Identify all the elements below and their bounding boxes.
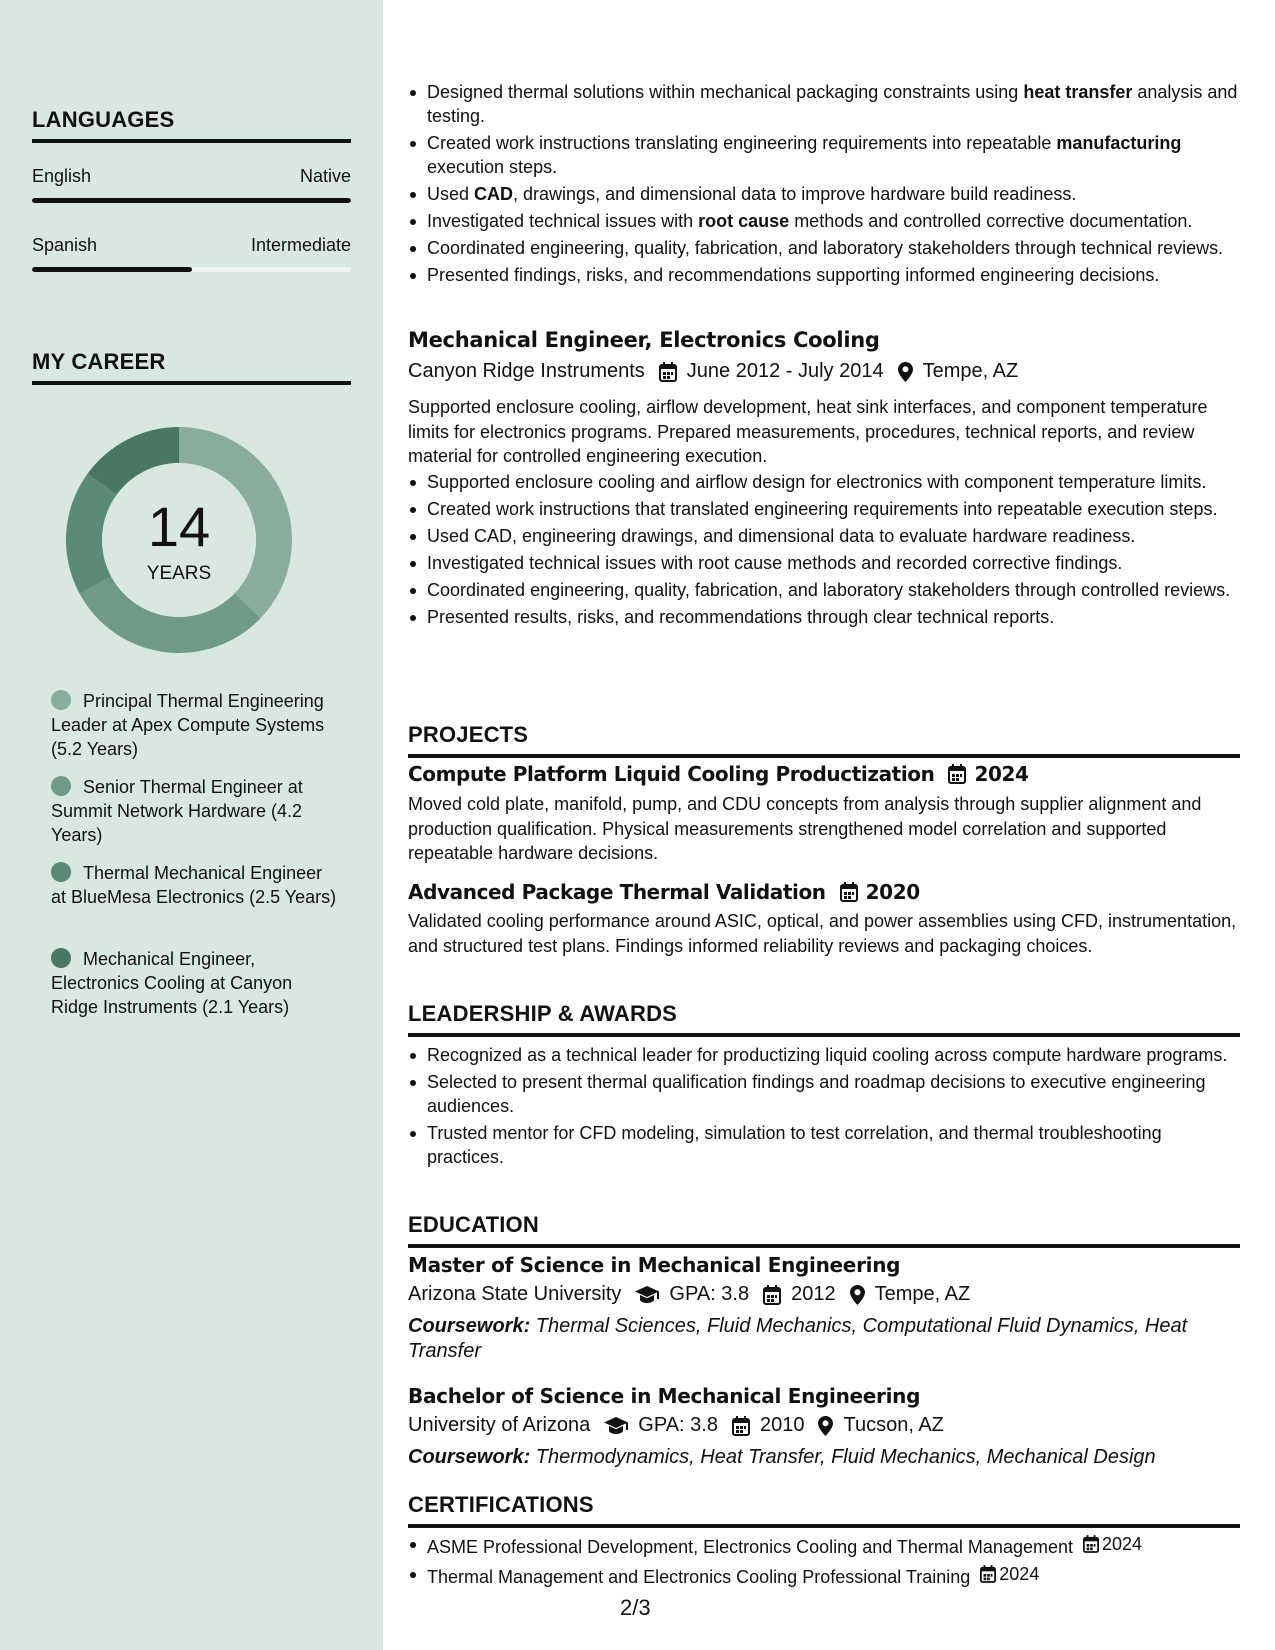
degree-title: Master of Science in Mechanical Engineering <box>408 1253 901 1277</box>
calendar-icon <box>763 1285 781 1305</box>
graduation-cap-icon <box>635 1286 659 1304</box>
bullet-item: Selected to present thermal qualification findings and roadmap decisions to executive engineering audiences. <box>408 1070 1240 1118</box>
project-year: 2024 <box>974 762 1029 786</box>
bullet-item: Created work instructions that translated engineering requirements into repeatable execution steps. <box>408 497 1240 521</box>
coursework: Coursework: Thermodynamics, Heat Transfer, Fluid Mechanics, Mechanical Design <box>408 1446 1156 1468</box>
bullet-item: Recognized as a technical leader for productizing liquid cooling across compute hardware programs. <box>408 1043 1240 1067</box>
graduation-cap-icon <box>604 1417 628 1435</box>
legend-dot <box>51 862 71 882</box>
bullet-item: Used CAD, drawings, and dimensional data to improve hardware build readiness. <box>408 182 1240 206</box>
graduation-year: 2012 <box>791 1283 836 1305</box>
coursework: Coursework: Thermal Sciences, Fluid Mechanics, Computational Fluid Dynamics, Heat Transfer <box>408 1315 1188 1362</box>
school-name: Arizona State University <box>408 1283 622 1305</box>
map-pin-icon <box>850 1285 865 1305</box>
career-legend-item <box>51 775 341 847</box>
bullet-item: Designed thermal solutions within mechanical packaging constraints using heat transfer analysis and testing. <box>408 80 1240 128</box>
language-proficiency-bar <box>32 198 351 203</box>
project-title: Compute Platform Liquid Cooling Productization <box>408 762 935 786</box>
job-location: Tempe, AZ <box>922 360 1019 382</box>
certification-date: 2024 <box>1083 1532 1142 1556</box>
project-description: Validated cooling performance around ASIC, optical, and power assemblies using CFD, instrumentation, and structured test plans. Findings informed reliability reviews and packaging choices. <box>408 911 1237 956</box>
degree-title: Bachelor of Science in Mechanical Engineering <box>408 1384 921 1408</box>
career-heading: MY CAREER <box>32 349 351 385</box>
map-pin-icon <box>898 362 913 382</box>
career-legend-text: Mechanical Engineer, Electronics Cooling at Canyon Ridge Instruments (2.1 Years) <box>51 949 293 1017</box>
language-proficiency-bar <box>32 267 351 272</box>
calendar-icon <box>1083 1535 1099 1553</box>
career-legend-text: Principal Thermal Engineering Leader at Apex Compute Systems (5.2 Years) <box>51 691 325 759</box>
certification-date: 2024 <box>980 1562 1039 1586</box>
career-legend-item <box>51 947 341 1019</box>
language-row-spanish <box>32 235 351 256</box>
legend-dot <box>51 948 71 968</box>
career-legend-text: Senior Thermal Engineer at Summit Network Hardware (4.2 Years) <box>51 777 303 845</box>
languages-heading: LANGUAGES <box>32 107 351 143</box>
calendar-icon <box>840 882 858 902</box>
project-description: Moved cold plate, manifold, pump, and CDU concepts from analysis through supplier alignment and production qualification. Physical measurements strengthened model correlation and supported repeatable hardware decisions. <box>408 794 1202 863</box>
main-content <box>408 0 1240 1650</box>
map-pin-icon <box>818 1416 833 1436</box>
projects-heading: PROJECTS <box>408 722 1240 758</box>
bullet-item: Investigated technical issues with root cause methods and controlled corrective documentation. <box>408 209 1240 233</box>
certification-item: Thermal Management and Electronics Cooling Professional Training 2024 <box>408 1562 1240 1589</box>
job-summary: Supported enclosure cooling, airflow development, heat sink interfaces, and component temperature limits for electronics programs. Prepared measurements, procedures, technical reports, and review material for controlled engineering execution. <box>408 397 1208 466</box>
bullet-item: Created work instructions translating engineering requirements into repeatable manufacturing execution steps. <box>408 131 1240 179</box>
career-legend-item <box>51 861 341 909</box>
page-number: 2/3 <box>620 1595 651 1620</box>
career-total-number: 14 <box>147 495 211 558</box>
previous-role-bullets <box>408 80 1240 290</box>
language-proficiency-fill <box>32 198 351 203</box>
bullet-item: Presented results, risks, and recommendations through clear technical reports. <box>408 605 1240 629</box>
sidebar <box>0 0 383 1650</box>
gpa: GPA: 3.8 <box>638 1414 718 1436</box>
school-location: Tucson, AZ <box>843 1414 944 1436</box>
career-legend-item <box>51 689 341 761</box>
education-meta <box>408 1414 1240 1437</box>
career-total-label: YEARS <box>146 563 212 584</box>
job-bullets <box>408 470 1240 632</box>
language-proficiency-fill <box>32 267 192 272</box>
education-heading: EDUCATION <box>408 1212 1240 1248</box>
project-title-row <box>408 880 1240 904</box>
bullet-item: Presented findings, risks, and recommendations supporting informed engineering decisions. <box>408 263 1240 287</box>
bullet-item: Coordinated engineering, quality, fabrication, and laboratory stakeholders through technical reviews. <box>408 236 1240 260</box>
job-title: Mechanical Engineer, Electronics Cooling <box>408 328 880 352</box>
calendar-icon <box>659 362 677 382</box>
school-name: University of Arizona <box>408 1414 591 1436</box>
bullet-item: Used CAD, engineering drawings, and dimensional data to evaluate hardware readiness. <box>408 524 1240 548</box>
gpa: GPA: 3.8 <box>669 1283 750 1305</box>
language-name: Spanish <box>32 235 98 255</box>
bullet-item: Coordinated engineering, quality, fabrication, and laboratory stakeholders through controlled reviews. <box>408 578 1240 602</box>
legend-dot <box>51 776 71 796</box>
language-name: English <box>32 166 92 186</box>
bullet-item: Trusted mentor for CFD modeling, simulation to test correlation, and thermal troubleshooting practices. <box>408 1121 1240 1169</box>
career-donut-chart <box>66 427 292 653</box>
calendar-icon <box>948 764 966 784</box>
legend-dot <box>51 690 71 710</box>
job-company: Canyon Ridge Instruments <box>408 360 645 382</box>
calendar-icon <box>980 1565 996 1583</box>
leadership-bullets <box>408 1043 1240 1172</box>
project-title: Advanced Package Thermal Validation <box>408 880 826 904</box>
language-level: Native <box>299 166 351 186</box>
certifications-heading: CERTIFICATIONS <box>408 1492 1240 1528</box>
education-meta <box>408 1283 1240 1306</box>
language-level: Intermediate <box>250 235 351 255</box>
school-location: Tempe, AZ <box>874 1283 971 1305</box>
job-dates: June 2012 - July 2014 <box>686 360 884 382</box>
bullet-item: Supported enclosure cooling and airflow design for electronics with component temperature limits. <box>408 470 1240 494</box>
project-title-row <box>408 762 1240 786</box>
certifications-list <box>408 1532 1240 1592</box>
job-meta <box>408 360 1240 383</box>
bullet-item: Investigated technical issues with root cause methods and recorded corrective findings. <box>408 551 1240 575</box>
calendar-icon <box>732 1416 750 1436</box>
project-year: 2020 <box>865 880 920 904</box>
certification-item: ASME Professional Development, Electronics Cooling and Thermal Management 2024 <box>408 1532 1240 1559</box>
language-row-english <box>32 166 351 187</box>
graduation-year: 2010 <box>759 1414 805 1436</box>
leadership-heading: LEADERSHIP & AWARDS <box>408 1001 1240 1037</box>
career-legend-text: Thermal Mechanical Engineer at BlueMesa Electronics (2.5 Years) <box>51 863 337 907</box>
